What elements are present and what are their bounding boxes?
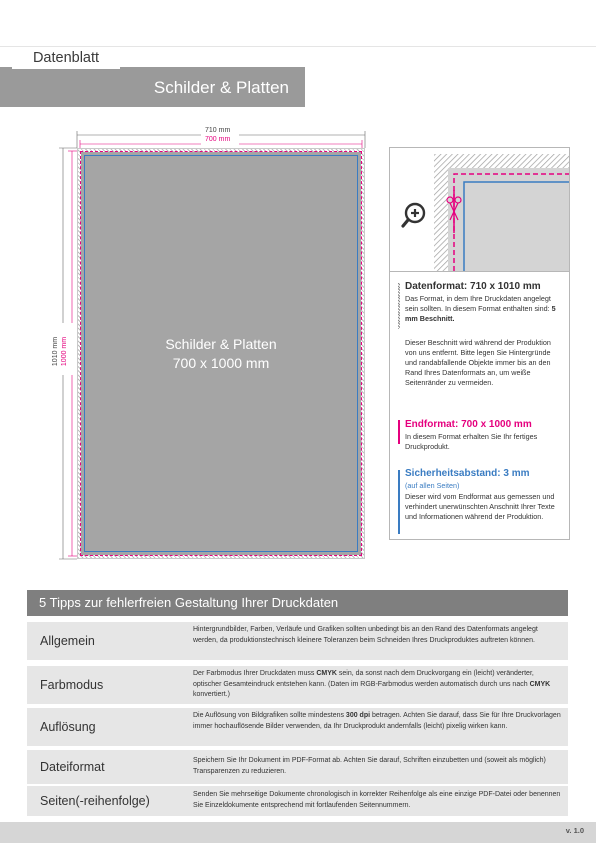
tip-name: Allgemein [40,634,95,648]
tip-description [193,711,561,732]
tip-row [27,666,568,704]
datenformat-desc: Das Format, in dem Ihre Druckdaten angelegt sein sollten. In diesem Format enthalten sind: [405,294,552,313]
tip-emphasis: CMYK [316,670,337,677]
header-bar [0,69,305,107]
sicherheit-sub: (auf allen Seiten) [405,481,460,490]
version-label: v. 1.0 [565,826,584,835]
sicherheit-marker [398,470,400,534]
height-inner-label: 1000 mm [61,336,69,367]
datenformat-title: Datenformat: 710 x 1010 mm [405,281,541,292]
tip-text: Der Farbmodus Ihrer Druckdaten muss [193,670,317,677]
zoom-icon [401,199,435,233]
tip-row [27,708,568,746]
tip-description: Speichern Sie Ihr Dokument im PDF-Format ab. Achten Sie darauf, Schriften einzubetten und (soweit als möglich) Transparenzen zu reduzieren. [193,757,546,775]
height-outer-label: 1010 mm [52,336,60,367]
width-outer-label: 710 mm [205,127,231,134]
tip-description [193,669,561,701]
sicherheit-title: Sicherheitsabstand: 3 mm [405,468,530,479]
tip-emphasis: CMYK [529,680,551,688]
poster-label-name: Schilder & Platten [165,336,277,352]
endformat-title: Endformat: 700 x 1000 mm [405,419,532,430]
sicherheit-text: Dieser wird vom Endformat aus gemessen und verhindert unerwünschten Anschnitt Ihrer Texte und Informationen während der Produktion. [405,492,555,521]
tip-emphasis: 300 dpi [345,712,371,719]
datenformat-bleed: 5 mm Beschnitt. [405,304,556,323]
tip-name: Dateiformat [40,760,105,774]
poster-label-size: 700 x 1000 mm [172,355,270,371]
tip-row [27,622,568,660]
tip-name: Auflösung [40,720,96,734]
endformat-text: In diesem Format erhalten Sie Ihr fertiges Druckprodukt. [405,432,538,451]
tip-name: Farbmodus [40,678,104,692]
beschnitt-text: Dieser Beschnitt wird während der Produktion von uns entfernt. Bitte legen Sie Hintergründe und randabfallende Objekte immer bis an den Rand Ihres Datenformats an, um weiße Seitenränder zu vermeiden. [405,338,551,387]
tip-description: Hintergrundbilder, Farben, Verläufe und Grafiken sollten unbedingt bis an den Rand des Datenformats angelegt werden, da produktionstechnisch kleinere Toleranzen beim Schneiden Ihres Druckproduktes auftreten können. [193,626,538,644]
header-rule [0,46,596,47]
datenformat-text [405,294,565,324]
tip-row [27,786,568,816]
tip-name: Seiten(-reihenfolge) [40,794,150,808]
width-inner-label: 700 mm [205,136,231,143]
page-title: Schilder & Platten [153,78,289,97]
datenformat-marker [398,283,400,329]
footer-bar [0,822,596,843]
document-tag: Datenblatt [12,48,120,69]
poster-label [81,335,361,373]
tips-heading: 5 Tipps zur fehlerfreien Gestaltung Ihrer Druckdaten [27,590,568,616]
tip-text: sein, da sonst nach dem Druckvorgang ein (leicht) veränderter, optischer Gesamteindruck entstehen kann. (Daten im RGB-Farbmodus werden automatisch durch uns nach [193,670,534,688]
tip-text: betragen. Achten Sie darauf, dass Sie für Ihre Druckvorlagen immer hochauflösende Bilder verwenden, da Ihr Druckprodukt andernfalls (leicht) pixelig wirken kann. [193,712,561,730]
width-dimension-lines [70,130,375,150]
tip-row [27,750,568,784]
tip-text: Die Auflösung von Bildgrafiken sollte mindestens [193,712,346,719]
tip-description: Senden Sie mehrseitige Dokumente chronologisch in korrekter Reihenfolge als eine einzige PDF-Datei oder benennen Sie Einzeldokumente entsprechend mit fortlaufenden Seitennummern. [193,791,561,809]
tip-text: konvertiert.) [193,691,230,698]
endformat-marker [398,420,400,444]
